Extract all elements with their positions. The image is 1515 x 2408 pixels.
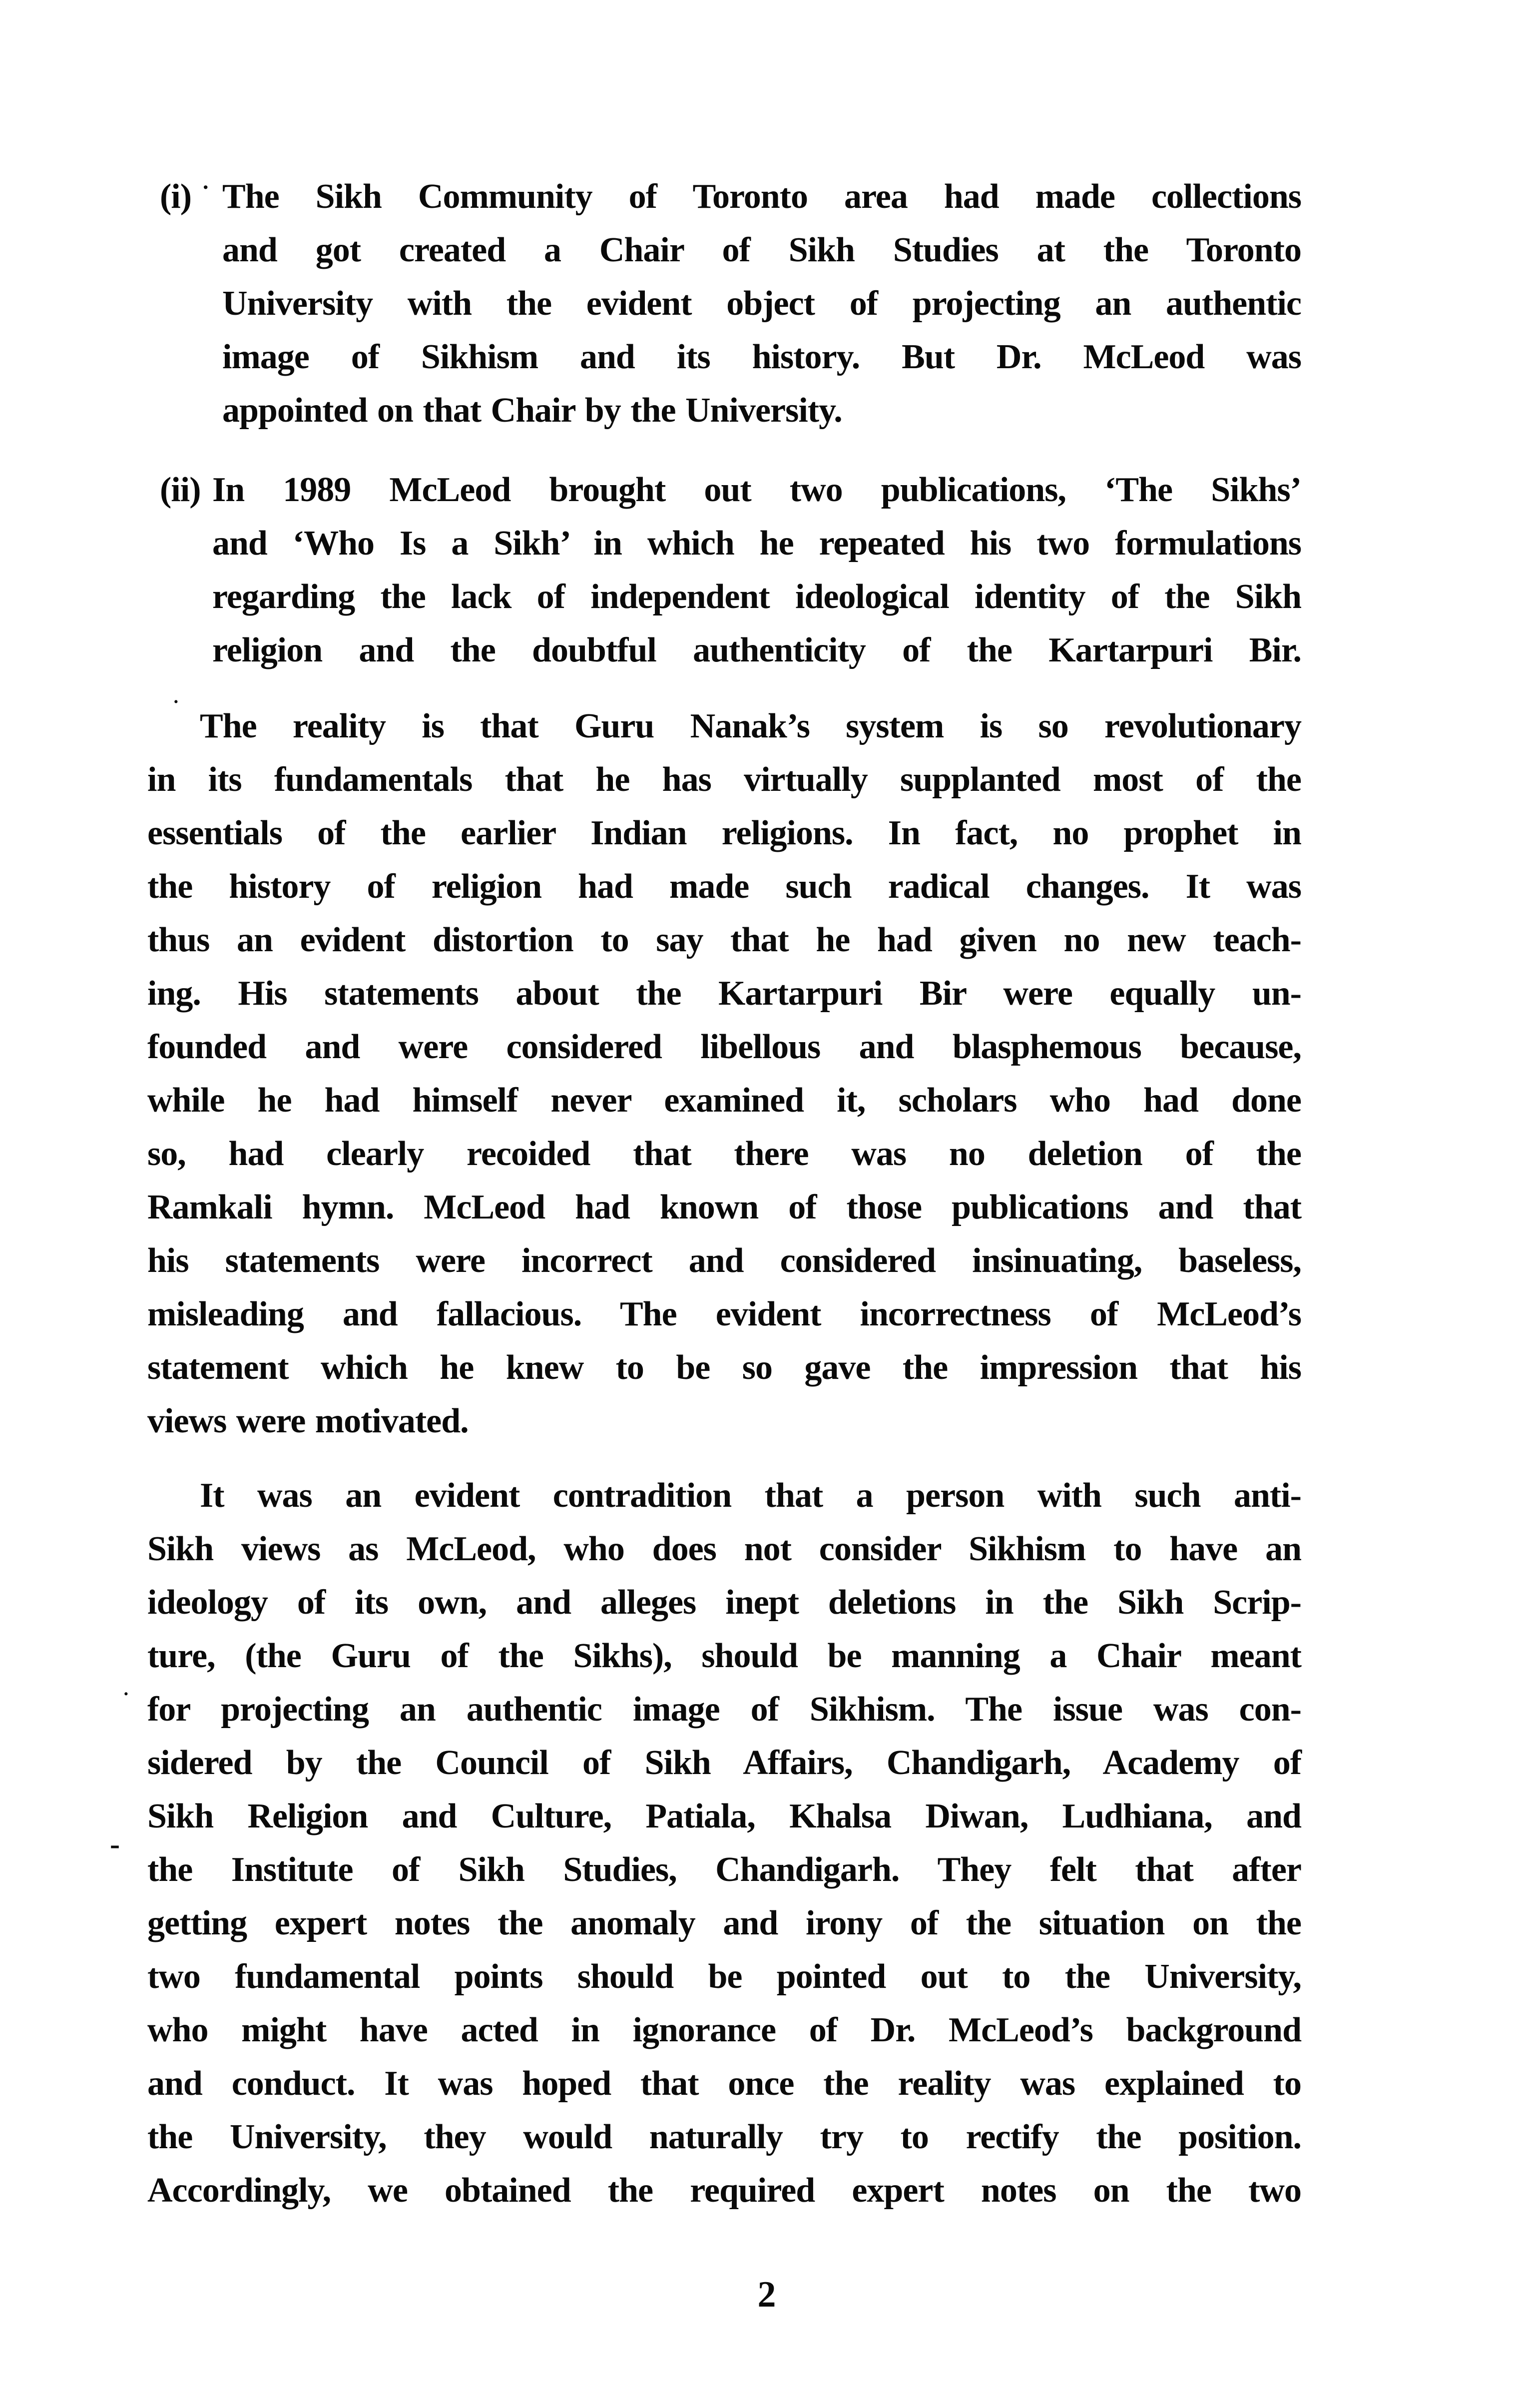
paragraph-reality bbox=[147, 699, 1301, 1448]
list-item-ii bbox=[147, 463, 1301, 677]
scan-speck-dash: - bbox=[110, 1827, 120, 1860]
text-line: The reality is that Guru Nanak’s system is so revolutionary bbox=[200, 707, 1301, 745]
text-line: image of Sikhism and its history. But Dr. McLeod was bbox=[222, 338, 1301, 376]
text-line: University with the evident object of projecting an authentic bbox=[222, 284, 1301, 323]
text-line: ing. His statements about the Kartarpuri Bir were equally un- bbox=[147, 974, 1301, 1013]
text-line: Sikh views as McLeod, who does not consider Sikhism to have an bbox=[147, 1530, 1301, 1568]
text-line: appointed on that Chair by the University. bbox=[222, 391, 842, 430]
text-line: who might have acted in ignorance of Dr. McLeod’s background bbox=[147, 2011, 1301, 2049]
page-number: 2 bbox=[757, 2274, 776, 2315]
text-line: and conduct. It was hoped that once the reality was explained to bbox=[147, 2064, 1301, 2103]
scan-speck-dot: · bbox=[123, 1684, 129, 1705]
text-line: Sikh Religion and Culture, Patiala, Khalsa Diwan, Ludhiana, and bbox=[147, 1797, 1301, 1835]
text-line: misleading and fallacious. The evident incorrectness of McLeod’s bbox=[147, 1295, 1301, 1333]
text-column bbox=[147, 170, 1301, 2217]
text-line: two fundamental points should be pointed out to the University, bbox=[147, 1957, 1301, 1996]
list-marker-ii: (ii) bbox=[160, 471, 201, 509]
text-line: the University, they would naturally try to rectify the position. bbox=[147, 2118, 1301, 2156]
text-line: and ‘Who Is a Sikh’ in which he repeated his two formulations bbox=[212, 524, 1301, 563]
paragraph-contradiction bbox=[147, 1469, 1301, 2217]
list-marker-i: (i) bbox=[160, 177, 192, 216]
text-line: In 1989 McLeod brought out two publications, ‘The Sikhs’ bbox=[212, 471, 1301, 509]
list-item-i bbox=[147, 170, 1301, 437]
text-line: the history of religion had made such radical changes. It was bbox=[147, 867, 1301, 906]
text-line: views were motivated. bbox=[147, 1402, 469, 1440]
scan-speck-dot: · bbox=[202, 174, 210, 200]
text-line: while he had himself never examined it, scholars who had done bbox=[147, 1081, 1301, 1120]
text-line: religion and the doubtful authenticity of the Kartarpuri Bir. bbox=[212, 631, 1301, 669]
text-line: so, had clearly recoided that there was no deletion of the bbox=[147, 1135, 1301, 1173]
text-line: in its fundamentals that he has virtually supplanted most of the bbox=[147, 760, 1301, 799]
text-line: ideology of its own, and alleges inept deletions in the Sikh Scrip- bbox=[147, 1583, 1301, 1622]
text-line: his statements were incorrect and considered insinuating, baseless, bbox=[147, 1241, 1301, 1280]
scan-speck-dot: · bbox=[173, 691, 179, 712]
text-line: founded and were considered libellous and blasphemous because, bbox=[147, 1028, 1301, 1066]
text-line: ture, (the Guru of the Sikhs), should be manning a Chair meant bbox=[147, 1637, 1301, 1675]
text-line: the Institute of Sikh Studies, Chandigarh. They felt that after bbox=[147, 1850, 1301, 1889]
text-line: statement which he knew to be so gave the impression that his bbox=[147, 1348, 1301, 1387]
text-line: regarding the lack of independent ideological identity of the Sikh bbox=[212, 578, 1301, 616]
text-line: and got created a Chair of Sikh Studies at the Toronto bbox=[222, 231, 1301, 269]
text-line: Ramkali hymn. McLeod had known of those publications and that bbox=[147, 1188, 1301, 1226]
text-line: for projecting an authentic image of Sikhism. The issue was con- bbox=[147, 1690, 1301, 1729]
text-line: It was an evident contradition that a person with such anti- bbox=[200, 1476, 1301, 1515]
text-line: essentials of the earlier Indian religions. In fact, no prophet in bbox=[147, 814, 1301, 852]
text-line: The Sikh Community of Toronto area had made collections bbox=[222, 177, 1301, 216]
text-line: sidered by the Council of Sikh Affairs, Chandigarh, Academy of bbox=[147, 1744, 1301, 1782]
text-line: Accordingly, we obtained the required expert notes on the two bbox=[147, 2171, 1301, 2210]
text-line: getting expert notes the anomaly and irony of the situation on the bbox=[147, 1904, 1301, 1942]
text-line: thus an evident distortion to say that he had given no new teach- bbox=[147, 921, 1301, 959]
